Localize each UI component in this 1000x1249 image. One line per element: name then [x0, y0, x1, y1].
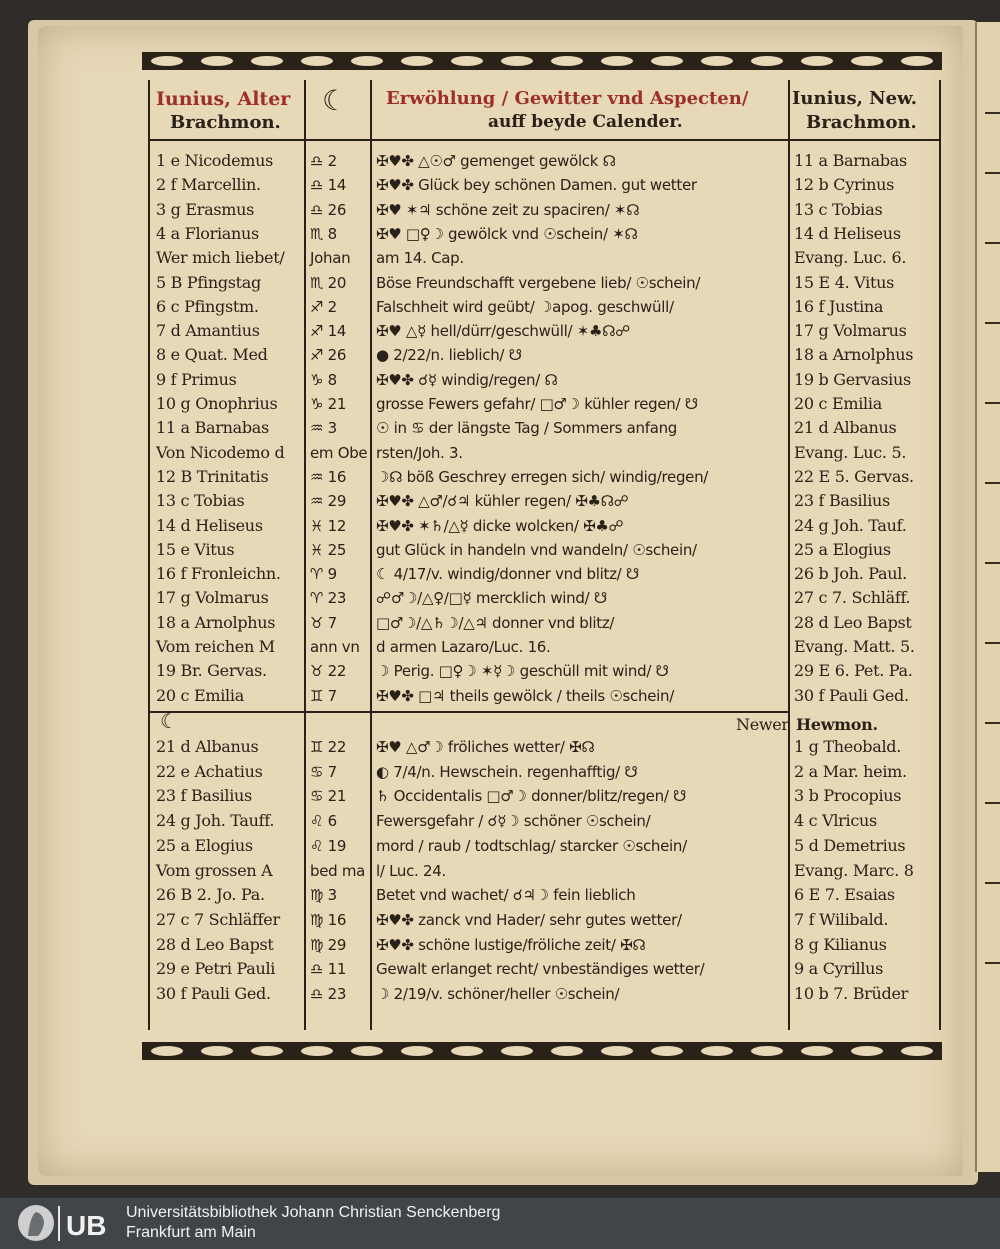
svg-text:UB: UB: [66, 1210, 107, 1241]
zodiac-cell: ♒ 29: [310, 492, 347, 511]
zodiac-cell: ♎ 2: [310, 152, 337, 170]
zodiac-cell: ♒ 16: [310, 467, 347, 486]
new-calendar-cell: 26 b Joh. Paul.: [794, 564, 907, 584]
old-calendar-cell: 21 d Albanus: [156, 737, 259, 756]
header-old-month-name: Brachmon.: [170, 112, 281, 133]
weather-aspect-cell: grosse Fewers gefahr/ □♂☽ kühler regen/ ☋: [376, 395, 698, 413]
zodiac-cell: ♑ 8: [310, 370, 337, 389]
footer-bar: [0, 1198, 1000, 1249]
old-calendar-cell: Von Nicodemo d: [156, 442, 285, 462]
zodiac-cell: ♎ 11: [310, 960, 347, 979]
old-calendar-cell: 13 c Tobias: [156, 491, 245, 511]
new-calendar-cell: 24 g Joh. Tauf.: [794, 515, 907, 535]
zodiac-cell: ♍ 29: [310, 935, 347, 954]
weather-aspect-cell: ☾ 4/17/v. windig/donner vnd blitz/ ☋: [376, 565, 639, 584]
moon-new-marker-icon: ☾: [160, 709, 178, 733]
weather-aspect-cell: ✠♥ △☿ hell/dürr/geschwüll/ ✶♣☊☍: [376, 322, 631, 341]
new-calendar-cell: 28 d Leo Bapst: [794, 612, 912, 632]
old-calendar-cell: 2 f Marcellin.: [156, 175, 261, 195]
old-calendar-cell: 4 a Florianus: [156, 223, 259, 243]
zodiac-cell: ♎ 23: [310, 985, 347, 1003]
weather-aspect-cell: ✠♥✤ Glück bey schönen Damen. gut wetter: [376, 176, 697, 195]
old-calendar-cell: 10 g Onophrius: [156, 394, 278, 413]
zodiac-cell: ♐ 14: [310, 322, 347, 341]
weather-aspect-cell: ✠♥ ✶♃ schöne zeit zu spaciren/ ✶☊: [376, 200, 640, 219]
zodiac-cell: ♐ 26: [310, 346, 347, 365]
old-calendar-cell: Vom reichen M: [156, 637, 275, 656]
col-rule-right: [939, 80, 941, 1030]
col-rule-4: [788, 80, 790, 1030]
old-calendar-cell: 23 f Basilius: [156, 786, 252, 806]
old-calendar-cell: 17 g Volmarus: [156, 588, 269, 608]
new-calendar-cell: 17 g Volmarus: [794, 321, 907, 341]
zodiac-cell: ♐ 2: [310, 297, 337, 316]
old-calendar-cell: 15 e Vitus: [156, 539, 235, 559]
new-calendar-cell: 18 a Arnolphus: [794, 345, 914, 365]
new-calendar-cell: 27 c 7. Schläff.: [794, 588, 911, 608]
weather-aspect-cell: d armen Lazaro/Luc. 16.: [376, 638, 551, 656]
new-calendar-cell: 9 a Cyrillus: [794, 959, 884, 979]
weather-aspect-cell: Falschheit wird geübt/ ☽apog. geschwüll/: [376, 297, 674, 316]
footer-library-name: Universitätsbibliothek Johann Christian Senckenberg: [126, 1204, 501, 1221]
new-calendar-cell: 20 c Emilia: [794, 394, 882, 413]
header-rule: [148, 139, 941, 141]
new-calendar-cell: Evang. Matt. 5.: [794, 637, 915, 656]
weather-aspect-cell: Böse Freundschafft vergebene lieb/ ☉schein/: [376, 273, 701, 292]
old-calendar-cell: 22 e Achatius: [156, 761, 263, 781]
weather-aspect-cell: ☽ 2/19/v. schöner/heller ☉schein/: [376, 985, 620, 1003]
weather-aspect-cell: ✠♥✤ schöne lustige/fröliche zeit/ ✠☊: [376, 935, 646, 954]
new-calendar-cell: 22 E 5. Gervas.: [794, 466, 914, 486]
old-calendar-cell: 18 a Arnolphus: [156, 612, 276, 632]
weather-aspect-cell: Fewersgefahr / ☌☿☽ schöner ☉schein/: [376, 812, 651, 831]
old-calendar-cell: 6 c Pfingstm.: [156, 296, 259, 316]
zodiac-cell: ♈ 23: [310, 589, 347, 608]
weather-aspect-cell: Betet vnd wachet/ ☌♃☽ fein lieblich: [376, 886, 636, 905]
old-calendar-cell: 19 Br. Gervas.: [156, 661, 267, 681]
new-calendar-cell: 10 b 7. Brüder: [794, 984, 908, 1003]
old-calendar-cell: 7 d Amantius: [156, 321, 260, 341]
weather-aspect-cell: l/ Luc. 24.: [376, 861, 446, 880]
weather-aspect-cell: ☍♂☽/△♀/□☿ mercklich wind/ ☋: [376, 589, 607, 608]
zodiac-cell: ♋ 21: [310, 787, 347, 806]
col-rule-3: [370, 80, 372, 1030]
newmon-label: Hewmon.: [796, 715, 878, 734]
new-calendar-cell: 11 a Barnabas: [794, 151, 907, 170]
new-calendar-cell: 29 E 6. Pet. Pa.: [794, 661, 913, 681]
zodiac-cell: ♓ 25: [310, 540, 347, 559]
new-calendar-cell: 19 b Gervasius: [794, 369, 911, 389]
header-new-month-name: Brachmon.: [806, 112, 917, 133]
zodiac-cell: ♒ 3: [310, 419, 337, 438]
new-calendar-cell: 15 E 4. Vitus: [794, 272, 894, 292]
col-rule-left: [148, 80, 150, 1030]
weather-aspect-cell: ✠♥✤ △☉♂ gemenget gewölck ☊: [376, 152, 616, 170]
new-calendar-cell: 14 d Heliseus: [794, 223, 901, 243]
weather-aspect-cell: ✠♥✤ zanck vnd Hader/ sehr gutes wetter/: [376, 910, 682, 929]
bottom-ornament-band: [142, 1040, 942, 1062]
weather-aspect-cell: ♄ Occidentalis □♂☽ donner/blitz/regen/ ☋: [376, 787, 687, 806]
weather-aspect-cell: ◐ 7/4/n. Hewschein. regenhafftig/ ☋: [376, 762, 638, 781]
old-calendar-cell: Wer mich liebet/: [156, 248, 285, 268]
old-calendar-cell: 9 f Primus: [156, 369, 237, 389]
new-calendar-cell: 2 a Mar. heim.: [794, 761, 907, 781]
weather-aspect-cell: ✠♥✤ ☌☿ windig/regen/ ☊: [376, 370, 558, 389]
zodiac-cell: ♍ 16: [310, 910, 347, 929]
old-calendar-cell: 12 B Trinitatis: [156, 466, 269, 486]
weather-aspect-cell: ✠♥ △♂☽ fröliches wetter/ ✠☊: [376, 738, 595, 756]
zodiac-cell: ♊ 7: [310, 686, 337, 705]
old-calendar-cell: 1 e Nicodemus: [156, 151, 274, 170]
weather-aspect-cell: ☉ in ♋ der längste Tag / Sommers anfang: [376, 419, 678, 438]
new-calendar-cell: 21 d Albanus: [794, 418, 897, 438]
zodiac-cell: ♉ 22: [310, 662, 347, 681]
zodiac-cell: ♎ 26: [310, 200, 347, 219]
old-calendar-cell: Vom grossen A: [156, 860, 273, 880]
zodiac-cell: Johan: [310, 249, 351, 268]
new-calendar-cell: 12 b Cyrinus: [794, 175, 895, 195]
new-calendar-cell: 4 c Vlricus: [794, 811, 877, 831]
zodiac-cell: ♓ 12: [310, 516, 347, 535]
old-calendar-cell: 24 g Joh. Tauff.: [156, 811, 275, 831]
zodiac-cell: ♎ 14: [310, 176, 347, 195]
weather-aspect-cell: □♂☽/△♄☽/△♃ donner vnd blitz/: [376, 613, 615, 632]
new-calendar-cell: 25 a Elogius: [794, 539, 891, 559]
header-new-month: Iunius, New.: [792, 88, 918, 109]
weather-aspect-cell: ✠♥✤ □♃ theils gewölck / theils ☉schein/: [376, 686, 674, 705]
zodiac-cell: ♋ 7: [310, 762, 337, 781]
new-calendar-cell: 3 b Procopius: [794, 786, 902, 806]
weather-aspect-cell: ☽ Perig. □♀☽ ✶☿☽ geschüll mit wind/ ☋: [376, 662, 669, 681]
zodiac-cell: ♌ 6: [310, 812, 337, 831]
zodiac-cell: ♏ 20: [310, 273, 347, 292]
zodiac-cell: ♌ 19: [310, 836, 347, 855]
new-calendar-cell: 8 g Kilianus: [794, 934, 887, 954]
zodiac-cell: ♑ 21: [310, 395, 347, 413]
old-calendar-cell: 27 c 7 Schläffer: [156, 909, 280, 929]
old-calendar-cell: 30 f Pauli Ged.: [156, 984, 271, 1003]
old-calendar-cell: 11 a Barnabas: [156, 418, 269, 438]
footer-city: Frankfurt am Main: [126, 1224, 256, 1241]
old-calendar-cell: 16 f Fronleichn.: [156, 564, 281, 584]
zodiac-cell: ♊ 22: [310, 738, 347, 756]
weather-aspect-cell: Gewalt erlanget recht/ vnbeständiges wetter/: [376, 960, 705, 979]
weather-aspect-cell: rsten/Joh. 3.: [376, 443, 463, 462]
old-calendar-cell: 8 e Quat. Med: [156, 345, 268, 365]
weather-aspect-cell: am 14. Cap.: [376, 249, 464, 268]
weather-aspect-cell: ✠♥ □♀☽ gewölck vnd ☉schein/ ✶☊: [376, 224, 638, 243]
weather-aspect-cell: gut Glück in handeln vnd wandeln/ ☉schein/: [376, 540, 697, 559]
mid-rule: [148, 711, 788, 713]
new-calendar-cell: 6 E 7. Esaias: [794, 885, 895, 905]
new-calendar-cell: 1 g Theobald.: [794, 737, 901, 756]
top-ornament-band: [142, 50, 942, 72]
moon-header-icon: ☾: [322, 84, 348, 117]
zodiac-cell: ♍ 3: [310, 886, 337, 905]
new-calendar-cell: 30 f Pauli Ged.: [794, 685, 909, 705]
old-calendar-cell: 3 g Erasmus: [156, 199, 255, 219]
old-calendar-cell: 29 e Petri Pauli: [156, 959, 276, 979]
weather-aspect-cell: mord / raub / todtschlag/ starcker ☉schein/: [376, 836, 687, 855]
new-calendar-cell: 16 f Justina: [794, 296, 884, 316]
weather-aspect-cell: ✠♥✤ ✶♄/△☿ dicke wolcken/ ✠♣☍: [376, 516, 624, 535]
zodiac-cell: ♉ 7: [310, 613, 337, 632]
header-both-calendars: auff beyde Calender.: [488, 112, 683, 132]
new-calendar-cell: Evang. Luc. 6.: [794, 248, 907, 268]
zodiac-cell: ♈ 9: [310, 565, 337, 584]
zodiac-cell: em Obe: [310, 443, 368, 462]
zodiac-cell: ann vn: [310, 638, 360, 656]
old-calendar-cell: 14 d Heliseus: [156, 515, 263, 535]
new-calendar-cell: Evang. Marc. 8: [794, 860, 914, 880]
ub-logo: [14, 1202, 116, 1245]
weather-aspect-cell: ☽☊ böß Geschrey erregen sich/ windig/regen/: [376, 467, 709, 486]
col-rule-2: [304, 80, 306, 1030]
new-calendar-cell: 23 f Basilius: [794, 491, 890, 511]
header-old-month: Iunius, Alter: [156, 88, 291, 110]
old-calendar-cell: 26 B 2. Jo. Pa.: [156, 885, 265, 905]
old-calendar-cell: 25 a Elogius: [156, 835, 253, 855]
new-calendar-cell: 13 c Tobias: [794, 199, 883, 219]
zodiac-cell: bed ma: [310, 861, 366, 880]
new-calendar-cell: 7 f Wilibald.: [794, 909, 889, 929]
old-calendar-cell: 5 B Pfingstag: [156, 272, 261, 292]
newer-label: Newer: [736, 715, 789, 734]
zodiac-cell: ♏ 8: [310, 224, 337, 243]
new-calendar-cell: 5 d Demetrius: [794, 835, 906, 855]
header-election: Erwöhlung / Gewitter vnd Aspecten/: [386, 88, 749, 109]
new-calendar-cell: Evang. Luc. 5.: [794, 442, 907, 462]
old-calendar-cell: 20 c Emilia: [156, 685, 244, 705]
old-calendar-cell: 28 d Leo Bapst: [156, 934, 274, 954]
facing-page-edge: [975, 22, 1000, 1172]
weather-aspect-cell: ✠♥✤ △♂/☌♃ kühler regen/ ✠♣☊☍: [376, 492, 629, 511]
weather-aspect-cell: ● 2/22/n. lieblich/ ☋: [376, 346, 522, 365]
